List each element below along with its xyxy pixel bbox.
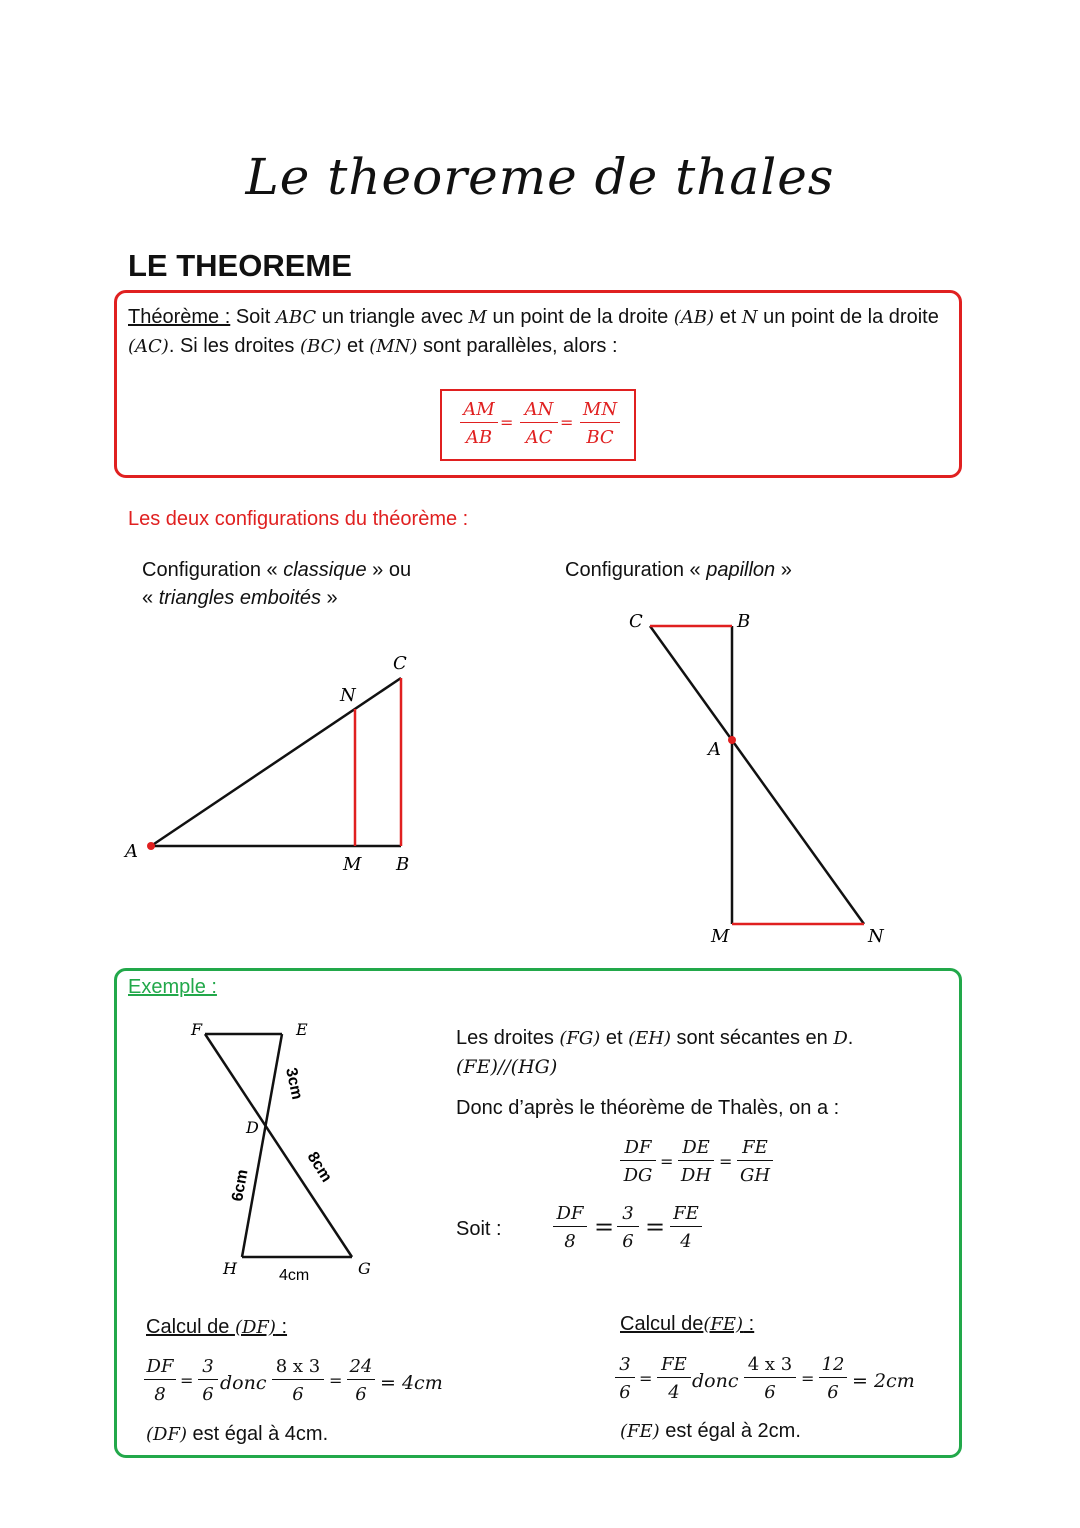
example-line-2: (FE)//(HG) [456,1056,558,1078]
theorem-label: Théorème : [128,306,231,328]
caption-part: Configuration « [565,559,707,581]
denominator: 6 [292,1384,304,1405]
label-hg-length: 4cm [279,1267,310,1284]
label-a: A [125,841,138,862]
label-m: M [343,854,362,875]
label-a: A [708,739,721,760]
denominator: 8 [564,1231,576,1252]
text-part: : [275,1316,288,1338]
math-df: (DF) [234,1317,276,1338]
equals-sign: = [660,1152,674,1171]
page-title: Le theoreme de thales [245,148,835,206]
denominator: 6 [355,1384,367,1405]
text-part: est égal à 4cm. [186,1423,329,1445]
section-heading: LE THEOREME [128,248,352,283]
equals-sign: = [180,1371,194,1390]
label-d: D [246,1118,259,1137]
calc-fe-donc: donc [692,1370,739,1392]
numerator: FE [737,1137,773,1161]
math-mn: (MN) [369,336,418,357]
label-m: M [711,926,730,947]
denominator: AB [465,427,493,448]
math-eh: (EH) [628,1028,671,1049]
text-part: et [600,1027,629,1049]
calc-df-conclusion [146,1423,328,1446]
calc-fe-frac-4 [819,1354,847,1403]
text-part: Les droites [456,1027,560,1049]
numerator: AM [460,399,498,423]
math-ac: (AC) [128,336,169,357]
math-bc: (BC) [300,336,342,357]
denominator: BC [586,427,614,448]
numerator: 4 x 3 [744,1354,796,1378]
label-c: C [393,653,407,674]
label-fe-length: 3cm [282,1066,306,1102]
calc-df-frac-2 [198,1356,218,1405]
text-part: . [847,1027,854,1049]
label-dg-length: 8cm [303,1149,335,1186]
denominator: DH [680,1165,712,1186]
label-n: N [868,926,884,947]
denominator: 6 [764,1382,776,1403]
equals-sign: = [560,413,574,432]
equals-sign: = [645,1213,666,1241]
calc-fe-frac-3 [744,1354,796,1403]
segment-fg [205,1034,352,1257]
ratio-df-dg [620,1137,656,1186]
calc-df-result: = 4cm [380,1372,443,1394]
caption-part: Configuration « [142,559,284,581]
theorem-text-part: Soit [230,306,276,328]
equals-sign: = [801,1369,815,1388]
caption-italic: papillon [706,559,776,581]
example-line-1 [456,1027,853,1050]
soit-label: Soit : [456,1218,502,1240]
label-b: B [396,854,410,875]
label-f: F [191,1020,203,1039]
text-part: est égal à 2cm. [659,1420,801,1442]
caption-italic: triangles emboités [158,587,321,609]
ratio-de-dh [678,1137,714,1186]
math-df: (DF) [146,1424,187,1445]
calc-df-frac-3 [272,1356,324,1405]
calc-fe-conclusion [620,1420,801,1443]
calc-df-title [146,1316,287,1339]
ratio-fe-gh [737,1137,773,1186]
label-b: B [737,611,751,632]
math-ab: (AB) [673,307,715,328]
theorem-text-part: un point de la droite [486,306,674,328]
calc-fe-title [620,1313,754,1336]
equals-sign: = [594,1213,615,1241]
caption-part: » ou [366,559,412,581]
caption-part: « [142,587,159,609]
configurations-heading: Les deux configurations du théorème : [128,508,469,530]
numerator: AN [520,399,558,423]
denominator: 6 [827,1382,839,1403]
label-g: G [358,1259,371,1278]
denominator: 6 [619,1382,631,1403]
denominator: 6 [202,1384,214,1405]
label-n: N [340,685,356,706]
calc-df-frac-1 [144,1356,176,1405]
theorem-text-part: un point de la droite [757,306,939,328]
math-fe: (FE) [620,1421,660,1442]
denominator: GH [739,1165,771,1186]
numerator: 3 [198,1356,218,1380]
label-e: E [296,1020,308,1039]
denominator: 6 [622,1231,634,1252]
numerator: 3 [615,1354,635,1378]
denominator: 4 [680,1231,692,1252]
numerator: FE [657,1354,691,1378]
label-h: H [223,1259,237,1278]
example-line-3: Donc d’après le théorème de Thalès, on a : [456,1097,840,1119]
calc-fe-result: = 2cm [852,1370,915,1392]
numerator: FE [670,1203,702,1227]
caption-italic: classique [283,559,367,581]
text-part: Calcul de [146,1316,235,1338]
numerator: MN [580,399,620,423]
value-fe-4 [670,1203,702,1252]
math-m: M [468,307,487,328]
theorem-text-part: et [714,306,742,328]
math-d: D [833,1028,848,1049]
theorem-text-part: et [341,335,370,357]
value-3-6 [617,1203,639,1252]
equals-sign: = [639,1369,653,1388]
theorem-text-part: sont parallèles, alors : [417,335,618,357]
numerator: DF [144,1356,176,1380]
math-fg: (FG) [559,1028,601,1049]
text-part: : [743,1313,755,1335]
numerator: 24 [347,1356,375,1380]
denominator: DG [623,1165,653,1186]
denominator: 4 [668,1382,680,1403]
numerator: DE [678,1137,714,1161]
calc-fe-frac-1 [615,1354,635,1403]
theorem-text-part: un triangle avec [316,306,469,328]
equals-sign: = [500,413,514,432]
math-abc: ABC [275,307,317,328]
numerator: DF [620,1137,656,1161]
example-label: Exemple : [128,976,217,998]
math-fe: (FE) [703,1314,744,1335]
caption-part: » [321,587,338,609]
label-hd-length: 6cm [229,1168,252,1203]
text-part: Calcul de [620,1313,704,1335]
calc-df-frac-4 [347,1356,375,1405]
equals-sign: = [329,1371,343,1390]
numerator: 12 [819,1354,847,1378]
calc-fe-frac-2 [657,1354,691,1403]
value-df-8 [553,1203,587,1252]
equals-sign: = [719,1152,733,1171]
denominator: AC [525,427,553,448]
numerator: DF [553,1203,587,1227]
calc-df-donc: donc [220,1372,267,1394]
label-c: C [629,611,643,632]
numerator: 8 x 3 [272,1356,324,1380]
text-part: sont sécantes en [671,1027,834,1049]
math-n: N [741,307,758,328]
caption-part: » [775,559,792,581]
segment-eh [242,1034,282,1257]
denominator: 8 [154,1384,166,1405]
numerator: 3 [617,1203,639,1227]
theorem-text-part: . Si les droites [168,335,300,357]
